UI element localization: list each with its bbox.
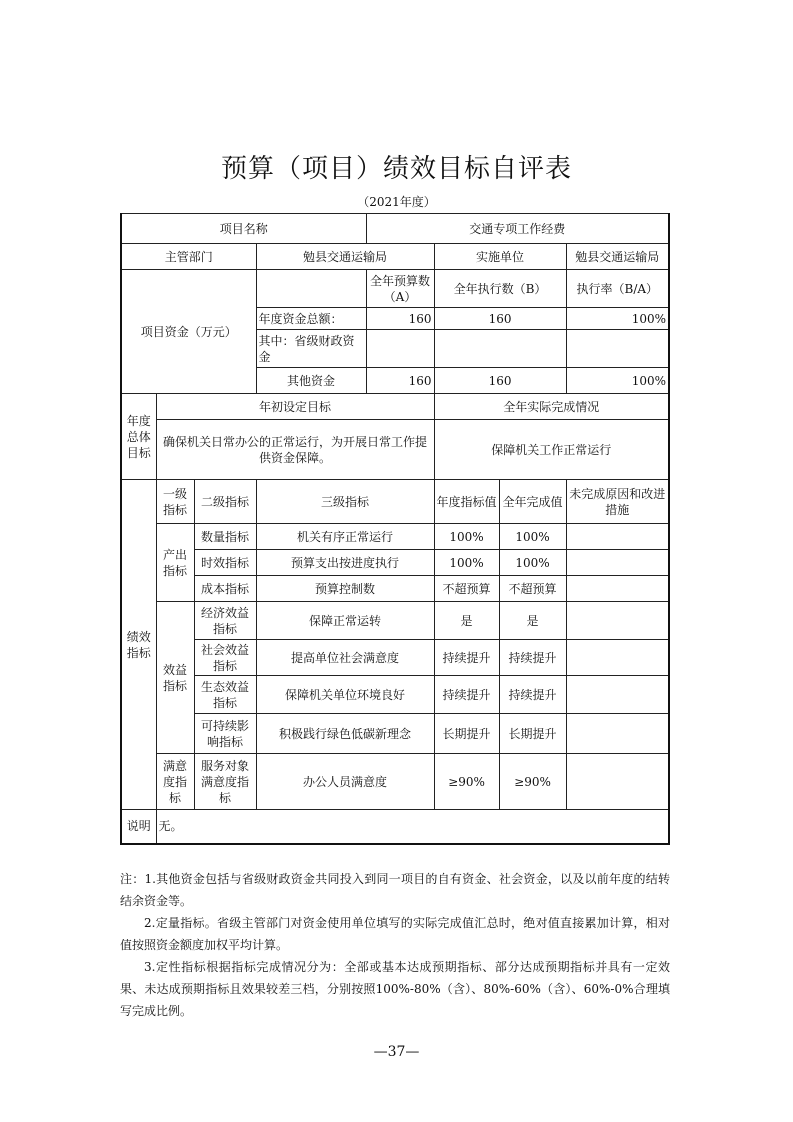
table-row-level3: 预算支出按进度执行: [256, 550, 434, 576]
total-funds-label: 年度资金总额：: [256, 308, 366, 330]
table-row-level3: 机关有序正常运行: [256, 524, 434, 550]
table-row-target: 100%: [434, 550, 499, 576]
table-row-reason: [566, 714, 669, 754]
header-level1: 一级指标: [156, 480, 194, 524]
provincial-exec-rate: [566, 330, 669, 368]
header-reason: 未完成原因和改进措施: [566, 480, 669, 524]
table-row-actual: 100%: [499, 524, 566, 550]
dept-value: 勉县交通运输局: [256, 244, 434, 270]
footnote-1: 注：1.其他资金包括与省级财政资金共同投入到同一项目的自有资金、社会资金，以及以前年度的结转结余资金等。: [120, 872, 670, 908]
header-target: 年度指标值: [434, 480, 499, 524]
table-row-target: ≥90%: [434, 754, 499, 810]
dept-label: 主管部门: [121, 244, 256, 270]
satisfaction-indicator-label: 满意度指标: [156, 754, 194, 810]
total-exec-rate: 100%: [566, 308, 669, 330]
table-row-level3: 积极践行绿色低碳新理念: [256, 714, 434, 754]
funds-blank-cell: [256, 270, 366, 308]
remark-value: 无。: [156, 810, 669, 844]
report-year: （2021年度）: [357, 195, 436, 209]
table-row-reason: [566, 576, 669, 602]
table-row-actual: 是: [499, 602, 566, 640]
footnote-3: 3.定性指标根据指标完成情况分为：全部或基本达成预期指标、部分达成预期指标并具有一定效果、未达成预期指标且效果较差三档，分别按照100%-80%（含）、80%-60%（含）、60%-0%合理填写完成比例。: [120, 960, 670, 1018]
page-title: 预算（项目）绩效目标自评表: [220, 154, 572, 184]
footnotes: [120, 868, 670, 1022]
table-row-level3: 保障正常运转: [256, 602, 434, 640]
output-indicator-label: 产出指标: [156, 524, 194, 602]
header-actual: 全年完成值: [499, 480, 566, 524]
other-budget-a: 160: [366, 368, 434, 394]
table-row-reason: [566, 524, 669, 550]
table-row-target: 100%: [434, 524, 499, 550]
project-name-label: 项目名称: [121, 214, 366, 244]
table-row-level2: 时效指标: [194, 550, 256, 576]
table-row-actual: 持续提升: [499, 640, 566, 676]
table-row-actual: ≥90%: [499, 754, 566, 810]
total-executed-b: 160: [434, 308, 566, 330]
provincial-executed-b: [434, 330, 566, 368]
annual-goal-label: 年度总体目标: [121, 394, 156, 480]
page-number: —37—: [373, 1044, 420, 1060]
table-row-actual: 长期提升: [499, 714, 566, 754]
table-row-level2: 经济效益指标: [194, 602, 256, 640]
total-budget-a: 160: [366, 308, 434, 330]
other-exec-rate: 100%: [566, 368, 669, 394]
provincial-budget-a: [366, 330, 434, 368]
table-row-actual: 不超预算: [499, 576, 566, 602]
other-funds-label: 其他资金: [256, 368, 366, 394]
provincial-funds-label: 其中：省级财政资金: [256, 330, 366, 368]
performance-indicators-label: 绩效指标: [121, 480, 156, 810]
table-row-level2: 社会效益指标: [194, 640, 256, 676]
table-row-target: 不超预算: [434, 576, 499, 602]
header-level2: 二级指标: [194, 480, 256, 524]
table-row-level3: 预算控制数: [256, 576, 434, 602]
table-row-reason: [566, 640, 669, 676]
table-row-reason: [566, 676, 669, 714]
table-row-level3: 提高单位社会满意度: [256, 640, 434, 676]
table-row-level2: 数量指标: [194, 524, 256, 550]
funds-label: 项目资金（万元）: [121, 270, 256, 394]
table-row-actual: 持续提升: [499, 676, 566, 714]
table-row-level3: 保障机关单位环境良好: [256, 676, 434, 714]
table-row-level3: 办公人员满意度: [256, 754, 434, 810]
self-evaluation-table: [120, 213, 670, 845]
set-goal-text: 确保机关日常办公的正常运行，为开展日常工作提供资金保障。: [156, 420, 434, 480]
col-exec-rate: 执行率（B/A）: [566, 270, 669, 308]
col-budget-a: 全年预算数（A）: [366, 270, 434, 308]
table-row-target: 持续提升: [434, 676, 499, 714]
footnote-2: 2.定量指标。省级主管部门对资金使用单位填写的实际完成值汇总时，绝对值直接累加计算，相对值按照资金额度加权平均计算。: [120, 916, 670, 952]
project-name-value: 交通专项工作经费: [366, 214, 669, 244]
table-row-target: 长期提升: [434, 714, 499, 754]
col-executed-b: 全年执行数（B）: [434, 270, 566, 308]
actual-goal-text: 保障机关工作正常运行: [434, 420, 669, 480]
table-row-level2: 服务对象满意度指标: [194, 754, 256, 810]
other-executed-b: 160: [434, 368, 566, 394]
table-row-reason: [566, 550, 669, 576]
benefit-indicator-label: 效益指标: [156, 602, 194, 754]
unit-value: 勉县交通运输局: [566, 244, 669, 270]
header-level3: 三级指标: [256, 480, 434, 524]
actual-goal-header: 全年实际完成情况: [434, 394, 669, 420]
remark-label: 说明: [121, 810, 156, 844]
set-goal-header: 年初设定目标: [156, 394, 434, 420]
table-row-reason: [566, 602, 669, 640]
table-row-target: 持续提升: [434, 640, 499, 676]
table-row-level2: 可持续影响指标: [194, 714, 256, 754]
table-row-reason: [566, 754, 669, 810]
table-row-target: 是: [434, 602, 499, 640]
table-row-level2: 生态效益指标: [194, 676, 256, 714]
table-row-actual: 100%: [499, 550, 566, 576]
table-row-level2: 成本指标: [194, 576, 256, 602]
unit-label: 实施单位: [434, 244, 566, 270]
